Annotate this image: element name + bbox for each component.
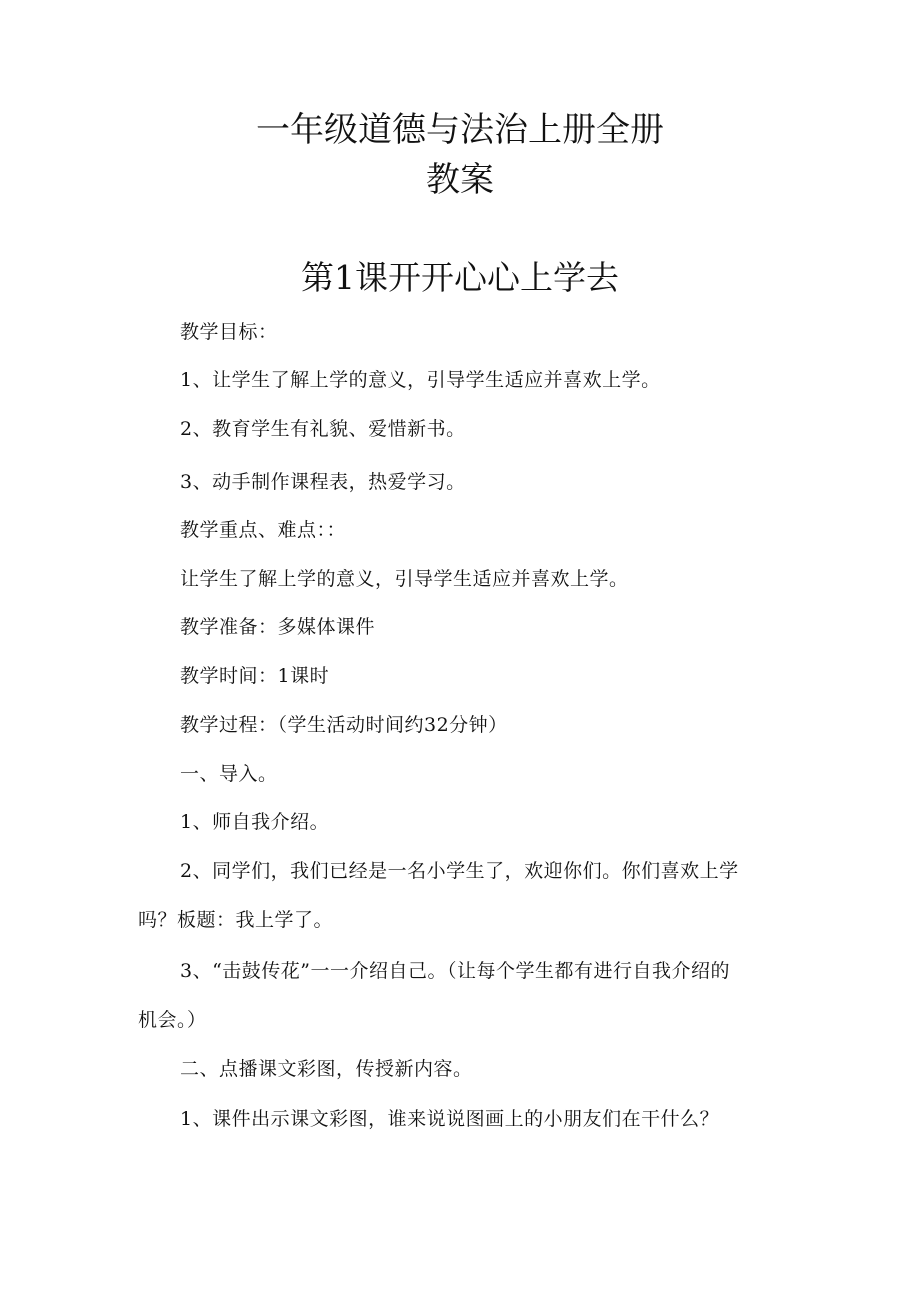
paragraph-step-2: 2、同学们，我们已经是一名小学生了，欢迎你们。你们喜欢上学	[180, 860, 739, 882]
paragraph-goal-3: 3、动手制作课程表，热爱学习。	[180, 471, 466, 493]
paragraph-section-2-step-1: 1、课件出示课文彩图，谁来说说图画上的小朋友们在干什么？	[180, 1108, 720, 1130]
paragraph-step-3: 3、“击鼓传花”一一介绍自己。（让每个学生都有进行自我介绍的	[180, 960, 731, 982]
paragraph-section-2-heading: 二、点播课文彩图，传授新内容。	[180, 1058, 473, 1080]
paragraph-step-1: 1、师自我介绍。	[180, 811, 330, 833]
paragraph-goal-2: 2、教育学生有礼貌、爱惜新书。	[180, 418, 466, 440]
paragraph-key-points-heading: 教学重点、难点：：	[180, 519, 347, 541]
paragraph-goal-1: 1、让学生了解上学的意义，引导学生适应并喜欢上学。	[180, 369, 661, 391]
document-title-line-2: 教案	[426, 160, 494, 200]
paragraph-process: 教学过程：（学生活动时间约32分钟）	[180, 714, 508, 736]
paragraph-section-1-heading: 一、导入。	[180, 763, 278, 785]
lesson-title: 第1课开开心心上学去	[301, 258, 619, 297]
paragraph-step-2-continued: 吗？板题：我上学了。	[138, 909, 334, 931]
paragraph-step-3-continued: 机会。）	[138, 1009, 207, 1031]
paragraph-time: 教学时间：1课时	[180, 665, 330, 687]
paragraph-teaching-goals-heading: 教学目标：	[180, 321, 278, 343]
paragraph-preparation: 教学准备：多媒体课件	[180, 616, 376, 638]
paragraph-key-points: 让学生了解上学的意义，引导学生适应并喜欢上学。	[180, 568, 629, 590]
document-title-line-1: 一年级道德与法治上册全册	[256, 110, 664, 150]
